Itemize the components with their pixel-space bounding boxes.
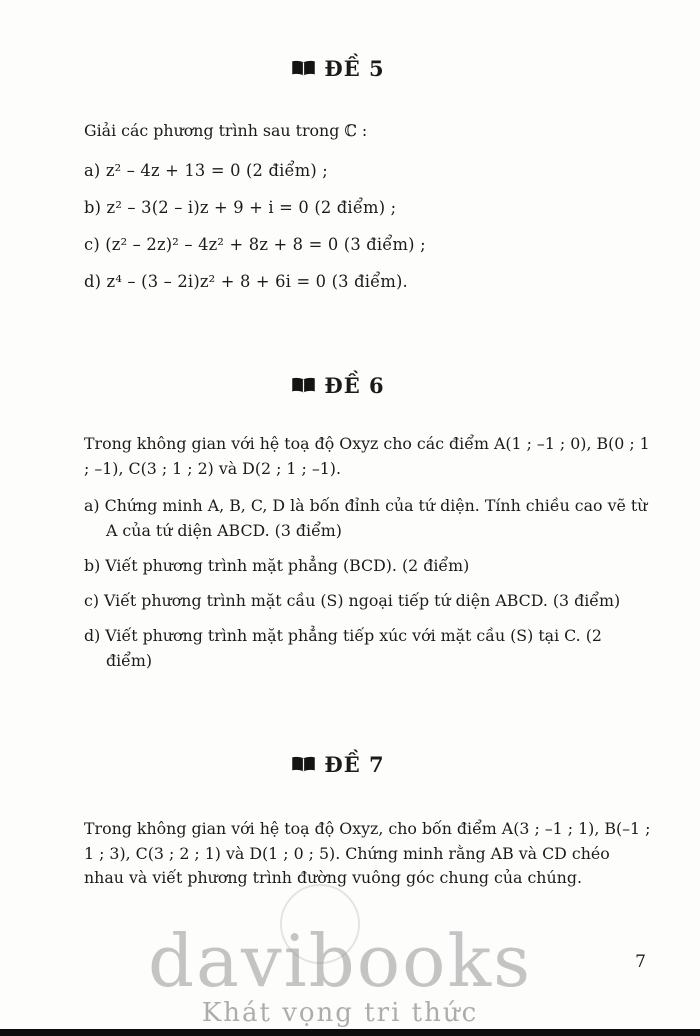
section-de5 xyxy=(84,56,652,293)
section-title: ĐỀ 7 xyxy=(324,751,385,777)
section-de6 xyxy=(84,373,652,674)
exercise-intro: Trong không gian với hệ toạ độ Oxyz, cho bốn điểm A(3 ; –1 ; 1), B(–1 ; 1 ; 3), C(3 ; 2 ; 1) và D(1 ; 0 ; 5). Chứng minh rằng AB và CD chéo nhau và viết phương trình đường vuông góc chung của chúng. xyxy=(84,818,651,888)
scan-edge-bar xyxy=(0,1029,700,1036)
equation-item-d: d) z⁴ – (3 – 2i)z² + 8 + 6i = 0 (3 điểm). xyxy=(84,271,408,291)
task-item-b: b) Viết phương trình mặt phẳng (BCD). (2 điểm) xyxy=(84,555,470,575)
exercise-intro: Trong không gian với hệ toạ độ Oxyz cho các điểm A(1 ; –1 ; 0), B(0 ; 1 ; –1), C(3 ; 1 ; 2) và D(2 ; 1 ; –1). xyxy=(84,433,650,478)
task-item-d: d) Viết phương trình mặt phẳng tiếp xúc với mặt cầu (S) tại C. (2 điểm) xyxy=(84,625,602,670)
section-heading-de7 xyxy=(54,752,622,777)
section-de7 xyxy=(84,752,652,892)
page-number: 7 xyxy=(635,952,646,972)
open-book-icon xyxy=(291,60,316,77)
task-item-c: c) Viết phương trình mặt cầu (S) ngoại tiếp tứ diện ABCD. (3 điểm) xyxy=(84,590,621,610)
section-title: ĐỀ 6 xyxy=(324,372,385,398)
equation-item-a: a) z² – 4z + 13 = 0 (2 điểm) ; xyxy=(84,160,328,180)
watermark-subtitle: Khát vọng tri thức xyxy=(201,998,479,1029)
equation-list xyxy=(84,160,652,293)
watermark-emblem-ring xyxy=(280,884,360,964)
equation-item-b: b) z² – 3(2 – i)z + 9 + i = 0 (2 điểm) ; xyxy=(84,197,397,217)
task-item-a: a) Chứng minh A, B, C, D là bốn đỉnh của tứ diện. Tính chiều cao vẽ từ A của tứ diện ABCD. (3 điểm) xyxy=(84,495,648,540)
section-heading-de6 xyxy=(54,373,622,398)
equation-item-c: c) (z² – 2z)² – 4z² + 8z + 8 = 0 (3 điểm) ; xyxy=(84,234,426,254)
section-heading-de5 xyxy=(54,56,622,81)
open-book-icon xyxy=(291,756,316,773)
section-title: ĐỀ 5 xyxy=(324,56,385,81)
open-book-icon xyxy=(291,377,316,394)
task-list xyxy=(84,494,652,674)
exercise-intro: Giải các phương trình sau trong ℂ : xyxy=(84,121,368,140)
watermark-title: davibooks xyxy=(147,919,533,1004)
